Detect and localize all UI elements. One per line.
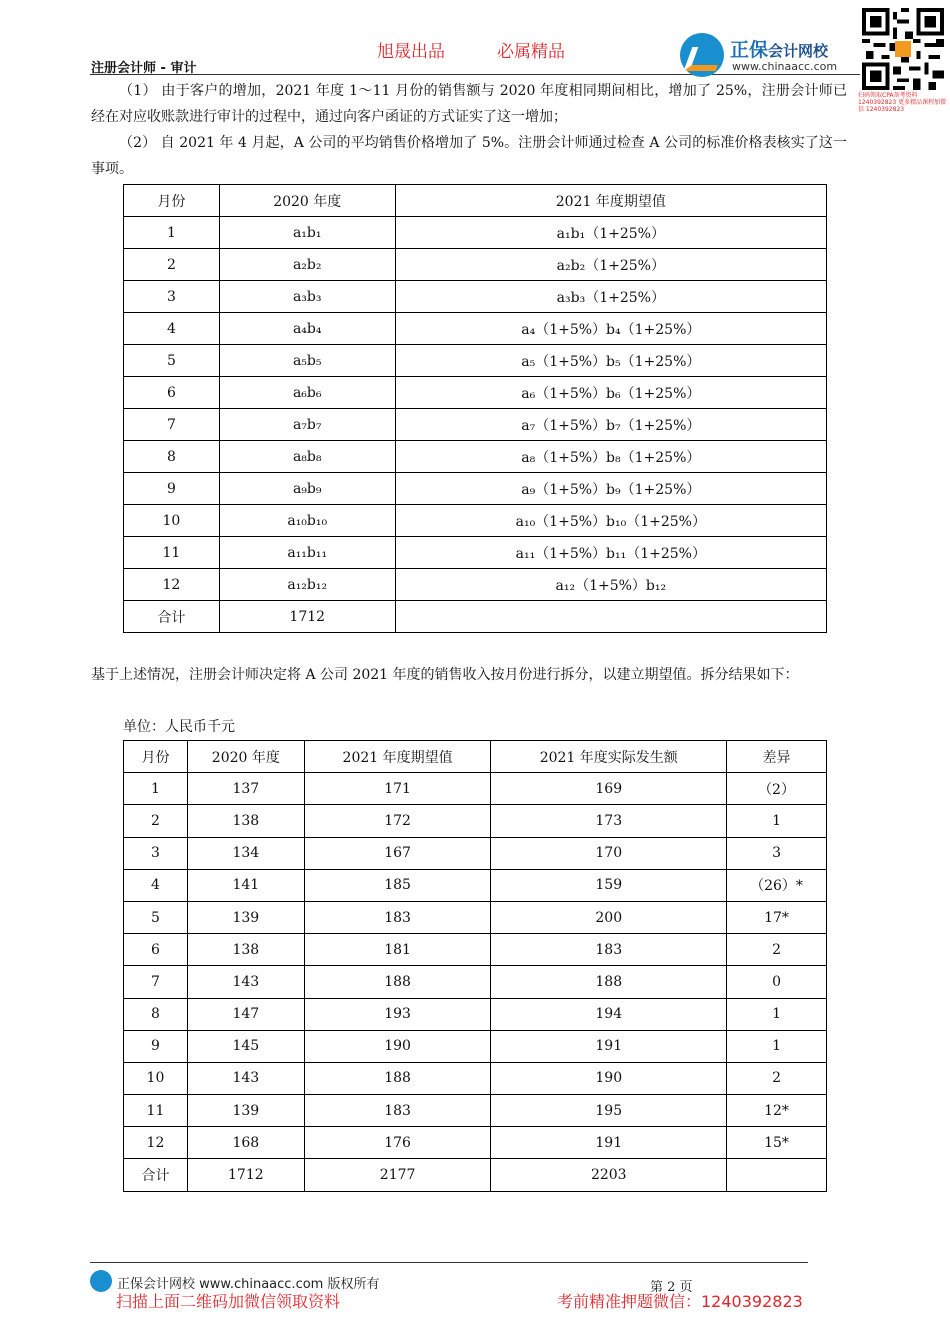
table-cell: a₂b₂（1+25%） xyxy=(395,249,826,281)
table-cell: a₇（1+5%）b₇（1+25%） xyxy=(395,409,826,441)
table-cell: 143 xyxy=(187,966,304,998)
table-cell: 3 xyxy=(124,281,220,313)
table-cell: 188 xyxy=(491,966,727,998)
column-header: 2020 年度 xyxy=(219,185,395,217)
table-cell: 134 xyxy=(187,837,304,869)
monthly-revenue-table xyxy=(123,740,827,1192)
qr-code-icon xyxy=(862,8,944,90)
table-cell: 6 xyxy=(124,934,188,966)
table-cell: 9 xyxy=(124,1030,188,1062)
table-cell: 191 xyxy=(491,1127,727,1159)
table-cell: 137 xyxy=(187,773,304,805)
table-cell: 147 xyxy=(187,998,304,1030)
table-cell: a₅b₅ xyxy=(219,345,395,377)
table-cell: 188 xyxy=(304,1062,491,1094)
table-cell: 2203 xyxy=(491,1159,727,1191)
table-cell: a₉（1+5%）b₉（1+25%） xyxy=(395,473,826,505)
table-cell: 8 xyxy=(124,441,220,473)
chinaacc-logo-icon xyxy=(680,33,724,77)
table-cell: 合计 xyxy=(124,601,220,633)
table-cell: 11 xyxy=(124,537,220,569)
logo-main: 正保 xyxy=(730,39,769,61)
table-cell: a₆b₆ xyxy=(219,377,395,409)
table-cell: 169 xyxy=(491,773,727,805)
table-cell: 190 xyxy=(304,1030,491,1062)
table-cell: 2 xyxy=(124,249,220,281)
header-divider xyxy=(90,74,860,75)
table-row xyxy=(124,537,827,569)
table-cell: 195 xyxy=(491,1095,727,1127)
table-cell: 141 xyxy=(187,869,304,901)
table-cell: （26）* xyxy=(727,869,827,901)
table-cell: a₄（1+5%）b₄（1+25%） xyxy=(395,313,826,345)
table-row xyxy=(124,901,827,933)
column-header: 2021 年度期望值 xyxy=(395,185,826,217)
table-cell: 4 xyxy=(124,313,220,345)
table-row xyxy=(124,345,827,377)
table-cell: 143 xyxy=(187,1062,304,1094)
table-cell: 168 xyxy=(187,1127,304,1159)
table-cell: 170 xyxy=(491,837,727,869)
table-cell: 4 xyxy=(124,869,188,901)
table-cell: 138 xyxy=(187,934,304,966)
table-cell: 138 xyxy=(187,805,304,837)
course-title: 注册会计师 - 审计 xyxy=(91,61,197,76)
table-cell: a₁₂b₁₂ xyxy=(219,569,395,601)
logo-url: www.chinaacc.com xyxy=(732,60,838,73)
logo-name xyxy=(730,35,828,62)
table-cell: 185 xyxy=(304,869,491,901)
table-row xyxy=(124,217,827,249)
table-cell: a₁₁（1+5%）b₁₁（1+25%） xyxy=(395,537,826,569)
table-cell: 2 xyxy=(727,1062,827,1094)
table-cell: 190 xyxy=(491,1062,727,1094)
table-cell: 172 xyxy=(304,805,491,837)
logo-sub: 会计网校 xyxy=(768,42,829,60)
table-row xyxy=(124,773,827,805)
table-cell: a₃b₃ xyxy=(219,281,395,313)
table-cell: a₆（1+5%）b₆（1+25%） xyxy=(395,377,826,409)
table-cell: 145 xyxy=(187,1030,304,1062)
table-cell: a₃b₃（1+25%） xyxy=(395,281,826,313)
table-cell xyxy=(727,1159,827,1191)
table-cell: 188 xyxy=(304,966,491,998)
table-cell: （2） xyxy=(727,773,827,805)
column-header: 月份 xyxy=(124,185,220,217)
column-header: 2021 年度期望值 xyxy=(304,741,491,773)
column-header: 月份 xyxy=(124,741,188,773)
table-cell: 7 xyxy=(124,409,220,441)
footer-copyright: 正保会计网校 www.chinaacc.com 版权所有 xyxy=(117,1277,380,1292)
promo-left: 扫描上面二维码加微信领取资料 xyxy=(116,1292,341,1311)
table-cell: 10 xyxy=(124,505,220,537)
table-row xyxy=(124,505,827,537)
table-row xyxy=(124,1062,827,1094)
table-cell: a₄b₄ xyxy=(219,313,395,345)
header-brand-right: 必属精品 xyxy=(497,42,565,62)
table-cell: 167 xyxy=(304,837,491,869)
table-cell: 1 xyxy=(727,1030,827,1062)
table-cell: a₁₀（1+5%）b₁₀（1+25%） xyxy=(395,505,826,537)
table-row xyxy=(124,601,827,633)
table-cell: a₉b₉ xyxy=(219,473,395,505)
table-cell: 139 xyxy=(187,901,304,933)
table-cell: 200 xyxy=(491,901,727,933)
table-row xyxy=(124,249,827,281)
table-cell: 0 xyxy=(727,966,827,998)
table-row xyxy=(124,409,827,441)
table-cell xyxy=(395,601,826,633)
column-header: 2021 年度实际发生额 xyxy=(491,741,727,773)
table-row xyxy=(124,281,827,313)
paragraph-2: （2） 自 2021 年 4 月起，A 公司的平均销售价格增加了 5%。注册会计师通过检查 A 公司的标准价格表核实了这一事项。 xyxy=(91,135,847,177)
table-row xyxy=(124,934,827,966)
table-cell: 3 xyxy=(124,837,188,869)
paragraph-3: 基于上述情况，注册会计师决定将 A 公司 2021 年度的销售收入按月份进行拆分，以建立期望值。拆分结果如下： xyxy=(91,667,799,683)
table-cell: 181 xyxy=(304,934,491,966)
footer-divider xyxy=(90,1262,808,1263)
table-cell: 11 xyxy=(124,1095,188,1127)
table-cell: a₈（1+5%）b₈（1+25%） xyxy=(395,441,826,473)
table-row xyxy=(124,805,827,837)
table-row xyxy=(124,837,827,869)
table-cell: 15* xyxy=(727,1127,827,1159)
table-cell: 2177 xyxy=(304,1159,491,1191)
table-cell: a₁₂（1+5%）b₁₂ xyxy=(395,569,826,601)
table-cell: 194 xyxy=(491,998,727,1030)
table-cell: a₈b₈ xyxy=(219,441,395,473)
qr-note: 扫码领取CPA备考资料 1240392823 更多精品课程加微信 1240392823 xyxy=(858,92,947,113)
table-cell: 5 xyxy=(124,345,220,377)
table-cell: a₁b₁（1+25%） xyxy=(395,217,826,249)
header-brand-left: 旭晟出品 xyxy=(377,42,445,62)
table-cell: 8 xyxy=(124,998,188,1030)
table-cell: 139 xyxy=(187,1095,304,1127)
table-cell: 7 xyxy=(124,966,188,998)
table-cell: 1 xyxy=(124,773,188,805)
unit-label: 单位：人民币千元 xyxy=(123,719,235,735)
table-row xyxy=(124,1095,827,1127)
table-cell: 159 xyxy=(491,869,727,901)
footer-logo-icon xyxy=(90,1270,112,1292)
table-cell: 191 xyxy=(491,1030,727,1062)
table-cell: 2 xyxy=(124,805,188,837)
table-row xyxy=(124,313,827,345)
table-cell: 1712 xyxy=(187,1159,304,1191)
table-cell: 176 xyxy=(304,1127,491,1159)
table-cell: 合计 xyxy=(124,1159,188,1191)
promo-right: 考前精准押题微信：1240392823 xyxy=(557,1292,803,1311)
table-row xyxy=(124,1159,827,1191)
table-cell: a₇b₇ xyxy=(219,409,395,441)
paragraph-1: （1） 由于客户的增加，2021 年度 1～11 月份的销售额与 2020 年度相同期间相比，增加了 25%，注册会计师已经在对应收账款进行审计的过程中，通过向客户函证的方式证实了这一增加； xyxy=(91,83,847,125)
table-row xyxy=(124,377,827,409)
table-cell: 171 xyxy=(304,773,491,805)
table-cell: 10 xyxy=(124,1062,188,1094)
table-row xyxy=(124,998,827,1030)
table-row xyxy=(124,441,827,473)
table-cell: 1 xyxy=(124,217,220,249)
table-row xyxy=(124,966,827,998)
table-cell: 1 xyxy=(727,805,827,837)
table-row xyxy=(124,1127,827,1159)
table-cell: 12* xyxy=(727,1095,827,1127)
table-row xyxy=(124,869,827,901)
table-cell: 9 xyxy=(124,473,220,505)
table-cell: 173 xyxy=(491,805,727,837)
table-cell: a₁₁b₁₁ xyxy=(219,537,395,569)
table-cell: a₂b₂ xyxy=(219,249,395,281)
table-cell: 12 xyxy=(124,1127,188,1159)
table-row xyxy=(124,569,827,601)
table-cell: 183 xyxy=(304,1095,491,1127)
table-cell: 12 xyxy=(124,569,220,601)
table-cell: 3 xyxy=(727,837,827,869)
table-cell: a₅（1+5%）b₅（1+25%） xyxy=(395,345,826,377)
table-cell: 6 xyxy=(124,377,220,409)
table-row xyxy=(124,473,827,505)
table-row xyxy=(124,1030,827,1062)
table-cell: a₁b₁ xyxy=(219,217,395,249)
table-cell: 17* xyxy=(727,901,827,933)
page-number: 第 2 页 xyxy=(650,1280,693,1295)
table-cell: 2 xyxy=(727,934,827,966)
table-cell: a₁₀b₁₀ xyxy=(219,505,395,537)
table-cell: 1 xyxy=(727,998,827,1030)
table-cell: 183 xyxy=(304,901,491,933)
table-cell: 1712 xyxy=(219,601,395,633)
column-header: 差异 xyxy=(727,741,827,773)
expected-value-formula-table xyxy=(123,184,827,633)
column-header: 2020 年度 xyxy=(187,741,304,773)
table-cell: 5 xyxy=(124,901,188,933)
table-cell: 183 xyxy=(491,934,727,966)
table-cell: 193 xyxy=(304,998,491,1030)
